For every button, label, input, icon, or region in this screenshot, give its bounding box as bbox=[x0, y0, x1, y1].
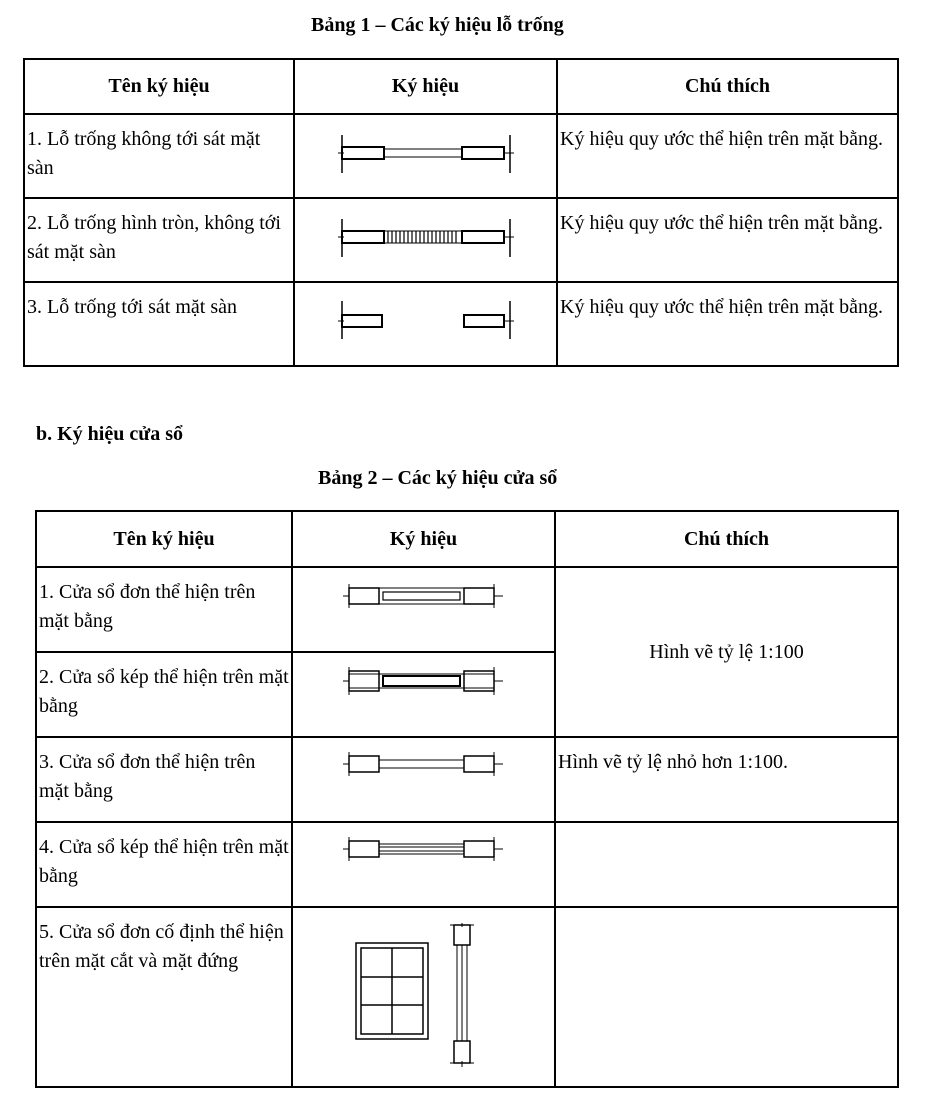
table1-row3-note: Ký hiệu quy ước thể hiện trên mặt bằng. bbox=[557, 282, 898, 366]
table1-header-symbol: Ký hiệu bbox=[294, 59, 557, 114]
table-row bbox=[36, 567, 898, 652]
table1-row1-note: Ký hiệu quy ước thể hiện trên mặt bằng. bbox=[557, 114, 898, 198]
table1-row2-note: Ký hiệu quy ước thể hiện trên mặt bằng. bbox=[557, 198, 898, 282]
table2-row3-name: 3. Cửa sổ đơn thể hiện trên mặt bằng bbox=[36, 737, 292, 822]
single-window-small-scale-icon bbox=[339, 750, 509, 780]
table2-row4-note bbox=[555, 822, 898, 907]
single-window-plan-icon bbox=[339, 582, 509, 612]
table2 bbox=[35, 510, 899, 1088]
table-row bbox=[24, 114, 898, 198]
table-row bbox=[36, 822, 898, 907]
table1-row1-name: 1. Lỗ trống không tới sát mặt sàn bbox=[24, 114, 294, 198]
opening-to-floor-icon bbox=[336, 295, 516, 345]
opening-not-to-floor-icon bbox=[336, 129, 516, 179]
table2-note-scale-smaller: Hình vẽ tỷ lệ nhỏ hơn 1:100. bbox=[555, 737, 898, 822]
table2-header-symbol: Ký hiệu bbox=[292, 511, 555, 567]
table-row bbox=[24, 282, 898, 366]
table2-note-scale-100: Hình vẽ tỷ lệ 1:100 bbox=[555, 567, 898, 737]
table1-row3-name: 3. Lỗ trống tới sát mặt sàn bbox=[24, 282, 294, 366]
round-opening-icon bbox=[336, 213, 516, 263]
table2-header-name: Tên ký hiệu bbox=[36, 511, 292, 567]
table2-row4-name: 4. Cửa sổ kép thể hiện trên mặt bằng bbox=[36, 822, 292, 907]
table2-header-note: Chú thích bbox=[555, 511, 898, 567]
table1-header-note: Chú thích bbox=[557, 59, 898, 114]
table2-row5-name: 5. Cửa sổ đơn cố định thể hiện trên mặt cắt và mặt đứng bbox=[36, 907, 292, 1087]
table1-row2-name: 2. Lỗ trống hình tròn, không tới sát mặt sàn bbox=[24, 198, 294, 282]
table2-row1-name: 1. Cửa sổ đơn thể hiện trên mặt bằng bbox=[36, 567, 292, 652]
table-row bbox=[36, 907, 898, 1087]
table-row bbox=[36, 737, 898, 822]
table1-header-name: Tên ký hiệu bbox=[24, 59, 294, 114]
table2-title: Bảng 2 – Các ký hiệu cửa sổ bbox=[318, 467, 558, 489]
table1 bbox=[23, 58, 899, 367]
table-row bbox=[24, 198, 898, 282]
table2-row5-note bbox=[555, 907, 898, 1087]
section-b-heading: b. Ký hiệu cửa sổ bbox=[36, 423, 184, 445]
fixed-window-section-elevation-icon bbox=[354, 923, 494, 1068]
table2-row2-name: 2. Cửa sổ kép thể hiện trên mặt bằng bbox=[36, 652, 292, 737]
double-window-small-scale-icon bbox=[339, 835, 509, 865]
table1-title: Bảng 1 – Các ký hiệu lỗ trống bbox=[311, 14, 564, 36]
double-window-plan-icon bbox=[339, 667, 509, 697]
